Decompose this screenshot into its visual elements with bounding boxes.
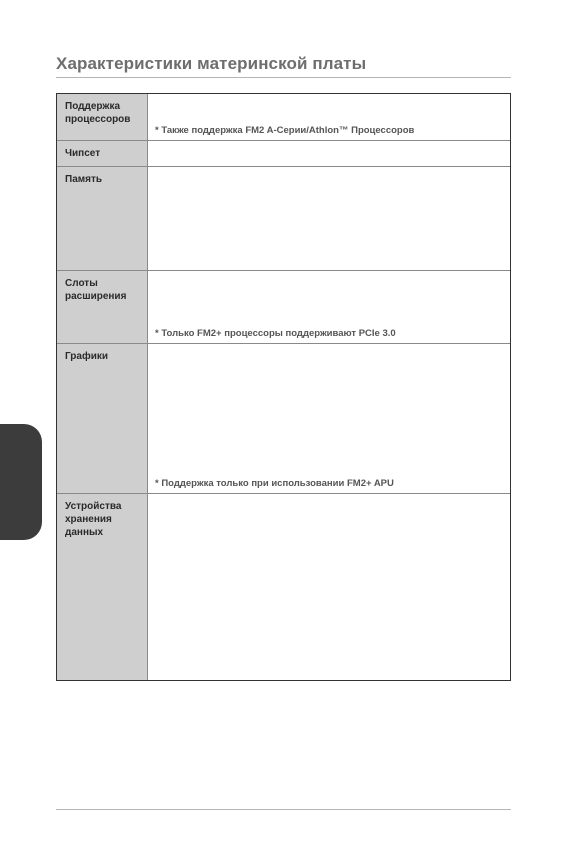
spec-row-chipset xyxy=(57,141,510,167)
spec-row-graphics xyxy=(57,344,510,494)
spec-label-cpu-support: Поддержка процессоров xyxy=(57,94,148,140)
spec-label-storage: Устройства хранения данных xyxy=(57,494,148,680)
section-side-tab xyxy=(0,424,42,540)
spec-row-expansion-slots xyxy=(57,271,510,344)
specifications-table xyxy=(56,93,511,681)
spec-label-expansion-slots: Слоты расширения xyxy=(57,271,148,343)
spec-note-cpu-support: * Также поддержка FM2 A-Серии/Athlon™ Процессоров xyxy=(155,125,415,136)
footer-divider xyxy=(56,809,511,810)
title-divider xyxy=(56,77,511,78)
spec-label-graphics: Графики xyxy=(57,344,148,493)
spec-label-chipset: Чипсет xyxy=(57,141,148,166)
spec-value-chipset xyxy=(148,141,510,166)
spec-label-memory: Память xyxy=(57,167,148,270)
spec-value-graphics xyxy=(148,344,510,493)
spec-value-cpu-support xyxy=(148,94,510,140)
spec-row-cpu-support xyxy=(57,94,510,141)
spec-value-memory xyxy=(148,167,510,270)
spec-row-memory xyxy=(57,167,510,271)
page-title: Характеристики материнской платы xyxy=(56,54,367,73)
spec-note-graphics: * Поддержка только при использовании FM2+ APU xyxy=(155,478,394,489)
spec-note-expansion-slots: * Только FM2+ процессоры поддерживают PCIe 3.0 xyxy=(155,328,396,339)
spec-value-storage xyxy=(148,494,510,680)
spec-row-storage xyxy=(57,494,510,680)
spec-value-expansion-slots xyxy=(148,271,510,343)
